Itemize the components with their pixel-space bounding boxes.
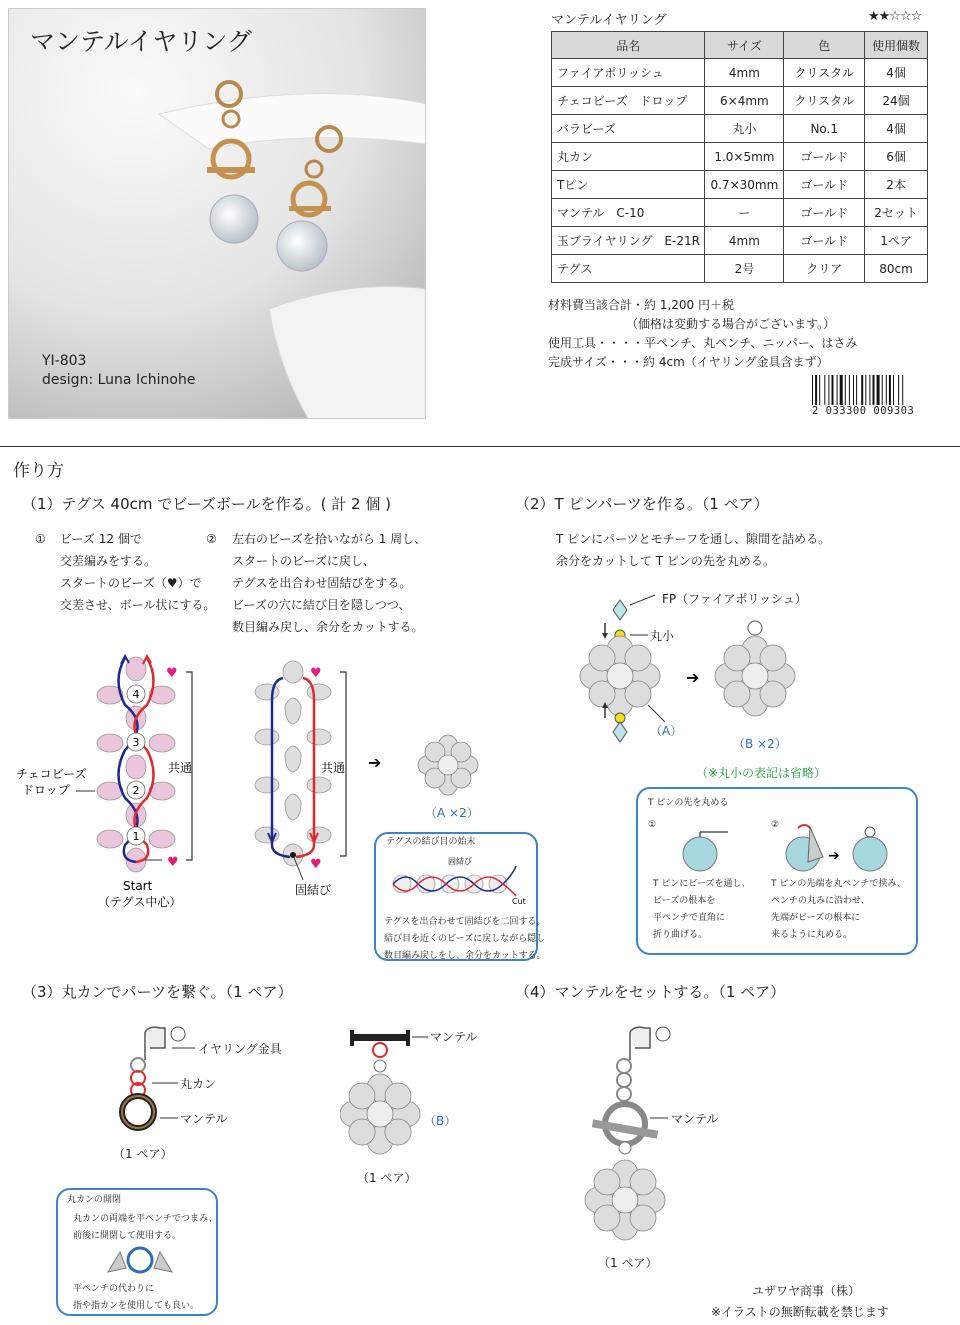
table-row (552, 115, 928, 143)
text-line: 数目編み戻し、余分をカットする。 (232, 620, 424, 634)
text-line: T ピンの先端を丸ペンチで挟み、 (771, 879, 906, 889)
label-pair-2: （1 ペア） (357, 1171, 417, 1185)
barcode-bar (865, 375, 866, 405)
cell-name: バラビーズ (552, 115, 705, 143)
howto-title: 作り方 (13, 461, 64, 481)
company-name: ユザワヤ商事（株） (752, 1284, 861, 1298)
cell-size: 4mm (705, 59, 784, 87)
text-line: 前後に開閉して使用する。 (73, 1231, 182, 1241)
cell-qty: 2セット (865, 199, 928, 227)
text-line: 結び目を近くのビーズに戻しながら隠し (384, 934, 546, 944)
label-knot: 固結び (295, 883, 332, 897)
flower-a (418, 735, 478, 795)
barcode-bar (861, 375, 863, 405)
barcode-bar (837, 375, 838, 405)
barcode-bar (828, 375, 829, 405)
cell-name: 丸カン (552, 143, 705, 171)
label-result: （A ×2） (425, 806, 479, 820)
ring-tip-text2 (73, 1281, 199, 1315)
ring-tip-title: 丸カンの開閉 (67, 1195, 122, 1205)
text-line: 折り曲げる。 (653, 930, 708, 940)
label-a: （A） (650, 724, 683, 738)
barcode-bar (893, 375, 894, 405)
label-drop-2: ドロップ (22, 783, 70, 797)
header-color: 色 (784, 32, 865, 59)
text-line: ビーズの根本を (653, 896, 716, 906)
cell-name: ファイアポリッシュ (552, 59, 705, 87)
cell-color: ゴールド (784, 171, 865, 199)
text-line: 指や指カンを使用しても良い。 (73, 1301, 200, 1311)
cell-name: テグス (552, 255, 705, 283)
text-line: 平ペンチで直角に (653, 913, 726, 923)
label-fp: FP（ファイアポリッシュ） (662, 592, 807, 606)
tpin-tip-num1: ① (648, 820, 657, 830)
tpin-tip-text1 (653, 876, 751, 944)
barcode-bar (856, 375, 857, 405)
cell-qty: 2本 (865, 171, 928, 199)
step1-sub2-num: ② (206, 532, 217, 546)
step1-heading: （1）テグス 40cm でビーズボールを作る。( 計 2 個 ) (22, 495, 391, 513)
cell-color: クリスタル (784, 87, 865, 115)
table-row (552, 227, 928, 255)
header-size: サイズ (705, 32, 784, 59)
table-header-row (552, 32, 928, 59)
table-row (552, 143, 928, 171)
knot-tip-cut: Cut (512, 897, 526, 906)
step2-diagram (560, 585, 860, 785)
barcode-bar (849, 375, 850, 405)
label-ring: 丸カン (180, 1077, 217, 1091)
tpin-tip-num2: ② (771, 820, 780, 830)
label-mantel-3: マンテル (671, 1112, 719, 1126)
cell-size: 2号 (705, 255, 784, 283)
text-line: ペンチの丸みに沿わせ、 (771, 896, 870, 906)
arrow-right-icon: ➔ (368, 753, 382, 772)
label-mantel-2: マンテル (430, 1030, 478, 1044)
barcode-bar (889, 375, 891, 405)
header-qty: 使用個数 (865, 32, 928, 59)
label-maru: 丸小 (650, 629, 675, 643)
cell-name: チェコビーズ ドロップ (552, 87, 705, 115)
barcode-bar (869, 375, 870, 405)
cell-qty: 6個 (865, 143, 928, 171)
text-line: テグスを出合わせて固結びを二回する。 (384, 917, 546, 927)
label-common-2: 共通 (321, 761, 346, 775)
product-code-block (42, 352, 195, 390)
label-b-2: （B） (424, 1114, 457, 1128)
cell-size: ー (705, 199, 784, 227)
step1-sub2-text (232, 528, 426, 638)
weave-number: 1 (132, 830, 140, 843)
text-line: 数目編み戻しをし、余分をカットする。 (384, 951, 546, 961)
barcode (812, 375, 932, 405)
barcode-bar (840, 375, 843, 405)
barcode-bar (877, 375, 880, 405)
barcode-bar (832, 375, 834, 405)
label-mantel: マンテル (180, 1112, 228, 1126)
barcode-bar (873, 375, 875, 405)
note-line: 完成サイズ・・・約 4cm（イヤリング金具含まず） (548, 355, 829, 369)
tpin-tip-text2 (771, 876, 906, 944)
label-b: （B ×2） (733, 737, 787, 751)
text-line: 丸カンの両端を平ペンチでつまみ、 (73, 1214, 218, 1224)
materials-table (551, 31, 928, 283)
cell-name: 玉ブライヤリング E-21R (552, 227, 705, 255)
note-line: 使用工具・・・・平ペンチ、丸ペンチ、ニッパー、はさみ (548, 336, 858, 350)
step3-heading: （3）丸カンでパーツを繋ぐ。（1 ペア） (22, 983, 293, 1001)
text-line: 平ペンチの代わりに (73, 1284, 155, 1294)
barcode-bar (824, 375, 825, 405)
text-line: スタートのビーズに戻し、 (232, 554, 375, 568)
label-common: 共通 (168, 761, 193, 775)
heart-icon: ♥ (166, 666, 178, 681)
weave-number: 3 (132, 736, 140, 749)
text-line: テグスを出合わせ固結びをする。 (232, 576, 412, 590)
table-row (552, 199, 928, 227)
knot-tip-title: テグスの結び目の始末 (386, 837, 476, 847)
cell-qty: 1ペア (865, 227, 928, 255)
knot-tip-text (384, 914, 546, 965)
cell-color: クリスタル (784, 59, 865, 87)
arrow-right-icon: ➔ (686, 668, 700, 687)
text-line: T ピンにパーツとモチーフを通し、隙間を詰める。 (556, 532, 831, 546)
heart-icon: ♥ (310, 666, 322, 681)
cell-color: ゴールド (784, 199, 865, 227)
header-name: 品名 (552, 32, 705, 59)
text-line: スタートのビーズ（♥）で (60, 576, 202, 590)
note-green: （※丸小の表記は省略） (696, 766, 827, 780)
barcode-bar (898, 375, 899, 405)
cell-size: 丸小 (705, 115, 784, 143)
materials-title: マンテルイヤリング (551, 13, 667, 28)
text-line: T ピンにビーズを通し、 (653, 879, 751, 889)
cell-size: 6×4mm (705, 87, 784, 115)
cost-notes (548, 296, 857, 372)
barcode-bar (886, 375, 887, 405)
cell-color: クリア (784, 255, 865, 283)
difficulty-stars: ★★☆☆☆ (868, 9, 922, 24)
product-code: YI-803 (42, 353, 87, 369)
tpin-tip-diagram (660, 822, 910, 882)
cell-qty: 4個 (865, 115, 928, 143)
cell-size: 1.0×5mm (705, 143, 784, 171)
text-line: 左右のビーズを拾いながら 1 周し、 (232, 532, 427, 546)
label-start-sub: （テグス中心） (98, 895, 182, 909)
barcode-bar (819, 375, 820, 405)
barcode-bar (845, 375, 846, 405)
cell-qty: 80cm (865, 255, 928, 283)
label-drop-1: チェコビーズ (16, 767, 87, 781)
weave-number: 2 (132, 784, 140, 797)
table-row (552, 255, 928, 283)
tpin-tip-title: T ピンの先を丸める (648, 798, 729, 808)
text-line: 交差させ、ボール状にする。 (60, 598, 216, 612)
knot-tip-diagram (388, 852, 533, 907)
cell-qty: 24個 (865, 87, 928, 115)
table-row (552, 59, 928, 87)
cell-size: 0.7×30mm (705, 171, 784, 199)
barcode-number: 2 033300 009303 (812, 405, 915, 417)
label-pair: （1 ペア） (113, 1147, 173, 1161)
cell-color: ゴールド (784, 143, 865, 171)
cell-qty: 4個 (865, 59, 928, 87)
note-line: （価格は変動する場合がございます。） (548, 317, 836, 331)
designer-credit: design: Luna Ichinohe (42, 372, 196, 388)
arrow-right-icon: ➔ (828, 848, 840, 864)
cell-color: No.1 (784, 115, 865, 143)
barcode-bar (815, 375, 817, 405)
text-line: ビーズ 12 個で (60, 532, 142, 546)
cell-color: ゴールド (784, 227, 865, 255)
cell-name: Tピン (552, 171, 705, 199)
text-line: 余分をカットして T ピンの先を丸める。 (556, 554, 775, 568)
table-row (552, 171, 928, 199)
weave-number: 4 (132, 688, 140, 701)
text-line: 先端がビーズの根本に (771, 913, 861, 923)
barcode-bar (902, 375, 903, 405)
cell-name: マンテル C-10 (552, 199, 705, 227)
heart-icon: ♥ (167, 855, 179, 870)
note-line: 材料費当該合計・約 1,200 円＋税 (548, 298, 734, 312)
step3-mantel-diagram (340, 1022, 430, 1167)
table-row (552, 87, 928, 115)
ring-tip-diagram (100, 1242, 180, 1278)
label-start: Start (123, 879, 153, 893)
cell-size: 4mm (705, 227, 784, 255)
label-pair-3: （1 ペア） (598, 1256, 658, 1270)
step1-sub1-num: ① (35, 532, 46, 546)
step4-diagram (580, 1020, 690, 1250)
label-earring: イヤリング金具 (198, 1042, 282, 1056)
text-line: 来るように丸める。 (771, 930, 853, 940)
barcode-bar (812, 375, 813, 405)
heart-icon: ♥ (310, 857, 322, 872)
text-line: 交差編みをする。 (60, 554, 157, 568)
barcode-bar (882, 375, 883, 405)
step2-text (556, 528, 830, 572)
section-divider (0, 446, 960, 447)
step2-heading: （2）T ピンパーツを作る。（1 ペア） (515, 495, 769, 513)
step1-sub1-text (60, 528, 215, 616)
copyright-note: ※イラストの無断転載を禁じます (711, 1305, 889, 1319)
photo-title: マンテルイヤリング (30, 27, 253, 56)
knot-tip-knot: 固結び (448, 857, 472, 866)
step4-heading: （4）マンテルをセットする。（1 ペア） (515, 983, 786, 1001)
barcode-bar (853, 375, 854, 405)
ring-tip-text1 (73, 1211, 218, 1245)
text-line: ビーズの穴に結び目を隠しつつ、 (232, 598, 411, 612)
